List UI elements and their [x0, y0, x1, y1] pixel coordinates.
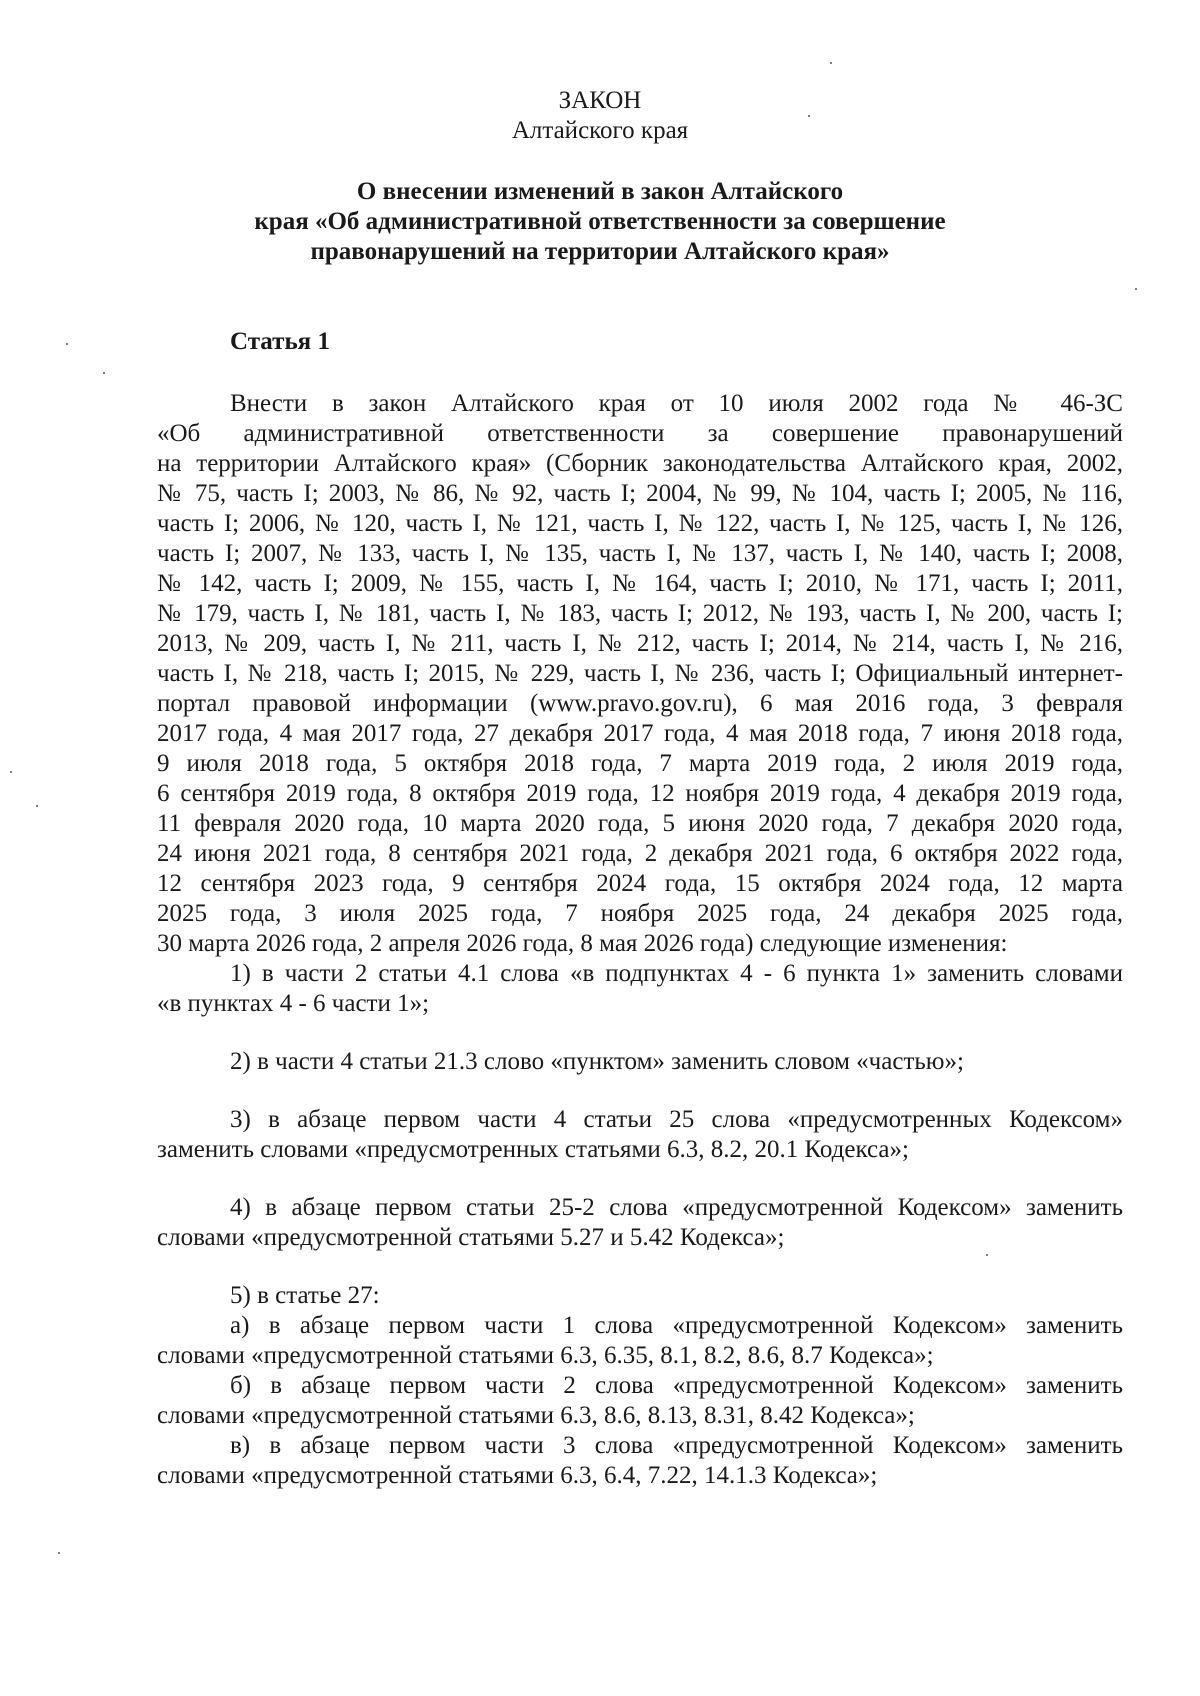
item-1-line-1: 1) в части 2 статьи 4.1 слова «в подпунктах 4 - 6 пункта 1» заменить словами	[230, 960, 1123, 987]
item-5b-line-2: словами «предусмотренной статьями 6.3, 8.6, 8.13, 8.31, 8.42 Кодекса»;	[157, 1402, 915, 1429]
item-4-line-2: словами «предусмотренной статьями 5.27 и 5.42 Кодекса»;	[157, 1224, 785, 1251]
scan-speck	[808, 115, 810, 117]
law-title-line-3: правонарушений на территории Алтайского края»	[310, 238, 890, 265]
intro-line: часть I, № 218, часть I; 2015, № 229, часть I, № 236, часть I; Официальный интернет-	[157, 660, 1123, 687]
intro-line: 2025 года, 3 июля 2025 года, 7 ноября 2025 года, 24 декабря 2025 года,	[157, 900, 1123, 927]
law-title-line-1: О внесении изменений в закон Алтайского	[356, 178, 844, 205]
intro-line: часть I; 2007, № 133, часть I, № 135, часть I, № 137, часть I, № 140, часть I; 2008,	[157, 540, 1123, 567]
intro-line: Внести в закон Алтайского края от 10 июля 2002 года № 46-ЗС	[230, 390, 1123, 417]
item-2-line-1: 2) в части 4 статьи 21.3 слово «пунктом» заменить словом «частью»;	[230, 1048, 964, 1075]
law-title-line-2: края «Об административной ответственности за совершение	[254, 208, 946, 235]
scan-speck	[986, 1254, 988, 1256]
intro-line: 9 июля 2018 года, 5 октября 2018 года, 7 марта 2019 года, 2 июля 2019 года,	[157, 750, 1123, 777]
region-label: Алтайского края	[511, 117, 689, 144]
intro-line: на территории Алтайского края» (Сборник законодательства Алтайского края, 2002,	[157, 450, 1123, 477]
intro-line: № 75, часть I; 2003, № 86, № 92, часть I; 2004, № 99, № 104, часть I; 2005, № 116,	[157, 480, 1123, 507]
intro-line: 6 сентября 2019 года, 8 октября 2019 года, 12 ноября 2019 года, 4 декабря 2019 года,	[157, 780, 1123, 807]
item-4-line-1: 4) в абзаце первом статьи 25-2 слова «предусмотренной Кодексом» заменить	[230, 1194, 1123, 1221]
item-3-line-1: 3) в абзаце первом части 4 статьи 25 слова «предусмотренных Кодексом»	[230, 1106, 1123, 1133]
intro-line: «Об административной ответственности за совершение правонарушений	[157, 420, 1123, 447]
item-5b-line-1: б) в абзаце первом части 2 слова «предусмотренной Кодексом» заменить	[230, 1372, 1123, 1399]
intro-line: портал правовой информации (www.pravo.gov.ru), 6 мая 2016 года, 3 февраля	[157, 690, 1123, 717]
scan-speck	[66, 343, 68, 345]
scan-speck	[10, 771, 12, 773]
scan-speck	[1135, 288, 1137, 290]
item-5a-line-2: словами «предусмотренной статьями 6.3, 6.35, 8.1, 8.2, 8.6, 8.7 Кодекса»;	[157, 1342, 934, 1369]
intro-line: № 179, часть I, № 181, часть I, № 183, часть I; 2012, № 193, часть I, № 200, часть I;	[157, 600, 1123, 627]
intro-line: 2017 года, 4 мая 2017 года, 27 декабря 2017 года, 4 мая 2018 года, 7 июня 2018 года,	[157, 720, 1123, 747]
intro-line: 11 февраля 2020 года, 10 марта 2020 года, 5 июня 2020 года, 7 декабря 2020 года,	[157, 810, 1123, 837]
scan-speck	[58, 1552, 60, 1554]
item-5-line-1: 5) в статье 27:	[230, 1282, 380, 1309]
item-5a-line-1: а) в абзаце первом части 1 слова «предусмотренной Кодексом» заменить	[230, 1312, 1123, 1339]
intro-line: часть I; 2006, № 120, часть I, № 121, часть I, № 122, часть I, № 125, часть I, № 126,	[157, 510, 1123, 537]
article-heading: Статья 1	[230, 328, 330, 355]
intro-line: 30 марта 2026 года, 2 апреля 2026 года, 8 мая 2026 года) следующие изменения:	[157, 930, 1008, 957]
scan-speck	[103, 372, 105, 374]
scan-speck	[830, 62, 832, 64]
intro-line: № 142, часть I; 2009, № 155, часть I, № 164, часть I; 2010, № 171, часть I; 2011,	[157, 570, 1123, 597]
item-3-line-2: заменить словами «предусмотренных статьями 6.3, 8.2, 20.1 Кодекса»;	[157, 1136, 909, 1163]
law-label: ЗАКОН	[558, 87, 642, 114]
intro-line: 12 сентября 2023 года, 9 сентября 2024 года, 15 октября 2024 года, 12 марта	[157, 870, 1123, 897]
scan-speck	[36, 805, 38, 807]
item-5c-line-1: в) в абзаце первом части 3 слова «предусмотренной Кодексом» заменить	[230, 1432, 1123, 1459]
item-5c-line-2: словами «предусмотренной статьями 6.3, 6.4, 7.22, 14.1.3 Кодекса»;	[157, 1462, 878, 1489]
intro-line: 2013, № 209, часть I, № 211, часть I, № 212, часть I; 2014, № 214, часть I, № 216,	[157, 630, 1123, 657]
intro-line: 24 июня 2021 года, 8 сентября 2021 года, 2 декабря 2021 года, 6 октября 2022 года,	[157, 840, 1123, 867]
item-1-line-2: «в пунктах 4 - 6 части 1»;	[157, 990, 430, 1017]
